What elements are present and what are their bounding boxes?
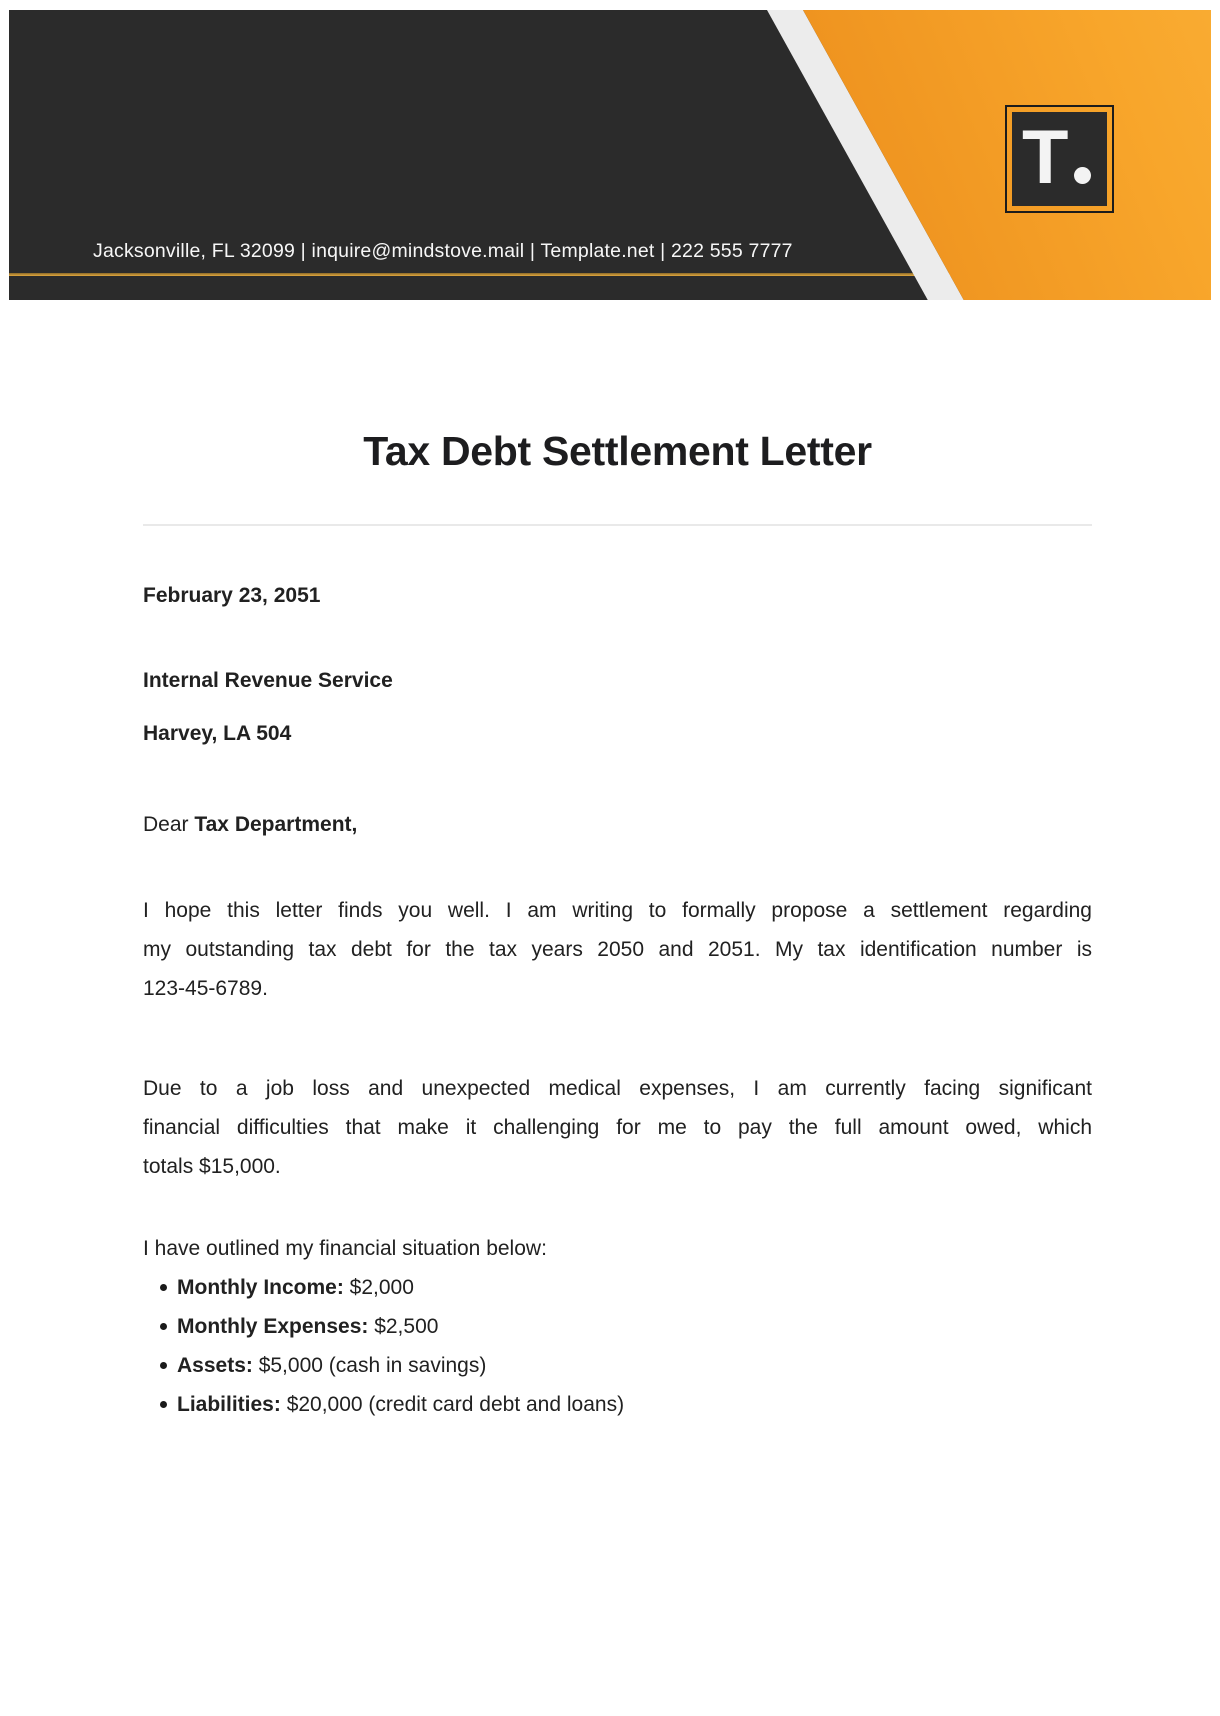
paragraph-line: totals $15,000. [143, 1155, 281, 1178]
page-title: Tax Debt Settlement Letter [363, 428, 872, 474]
list-item-label: Assets: [177, 1354, 259, 1377]
brand-logo-inner [1012, 112, 1107, 206]
bullet-icon [160, 1362, 167, 1369]
list-item-label: Monthly Expenses: [177, 1315, 375, 1338]
recipient-address: Harvey, LA 504 [143, 722, 292, 745]
bullet-icon [160, 1401, 167, 1408]
financial-list [143, 1268, 1092, 1424]
list-item-label: Liabilities: [177, 1393, 287, 1416]
title-divider [143, 524, 1092, 526]
list-intro: I have outlined my financial situation below: [143, 1237, 547, 1260]
list-item-text [177, 1346, 486, 1385]
paragraph-2 [143, 1069, 1092, 1186]
contact-info: Jacksonville, FL 32099 | inquire@mindstove.mail | Template.net | 222 555 7777 [93, 240, 793, 262]
bullet-icon [160, 1323, 167, 1330]
logo-letter: T [1022, 115, 1069, 200]
list-item-label: Monthly Income: [177, 1276, 350, 1299]
list-item-text [177, 1307, 438, 1346]
list-item-text [177, 1385, 624, 1424]
paragraph-1 [143, 891, 1092, 1008]
paragraph-line: Due to a job loss and unexpected medical expenses, I am currently facing significant [143, 1077, 1092, 1100]
list-item-value: $2,500 [374, 1315, 439, 1338]
header-banner [9, 10, 1211, 300]
letter-date: February 23, 2051 [143, 584, 321, 607]
list-item [143, 1385, 1092, 1424]
bullet-icon [160, 1284, 167, 1291]
list-item-value: $5,000 (cash in savings) [258, 1354, 487, 1377]
paragraph-line: I hope this letter finds you well. I am writing to formally propose a settlement regarding [143, 899, 1092, 922]
list-item-value: $20,000 (credit card debt and loans) [286, 1393, 625, 1416]
recipient-organization: Internal Revenue Service [143, 669, 393, 692]
list-item-text [177, 1268, 414, 1307]
list-item [143, 1307, 1092, 1346]
logo-dot-icon [1074, 167, 1091, 184]
salutation [143, 805, 1092, 844]
paragraph-line: my outstanding tax debt for the tax years 2050 and 2051. My tax identification number is [143, 938, 1092, 961]
list-item-value: $2,000 [349, 1276, 414, 1299]
brand-logo [1005, 105, 1114, 213]
list-item [143, 1346, 1092, 1385]
letter-content [143, 300, 1092, 1424]
paragraph-line: financial difficulties that make it challenging for me to pay the full amount owed, which [143, 1116, 1092, 1139]
list-item [143, 1268, 1092, 1307]
salutation-name: Tax Department, [194, 813, 358, 836]
salutation-prefix: Dear [143, 813, 195, 836]
paragraph-line: 123-45-6789. [143, 977, 268, 1000]
